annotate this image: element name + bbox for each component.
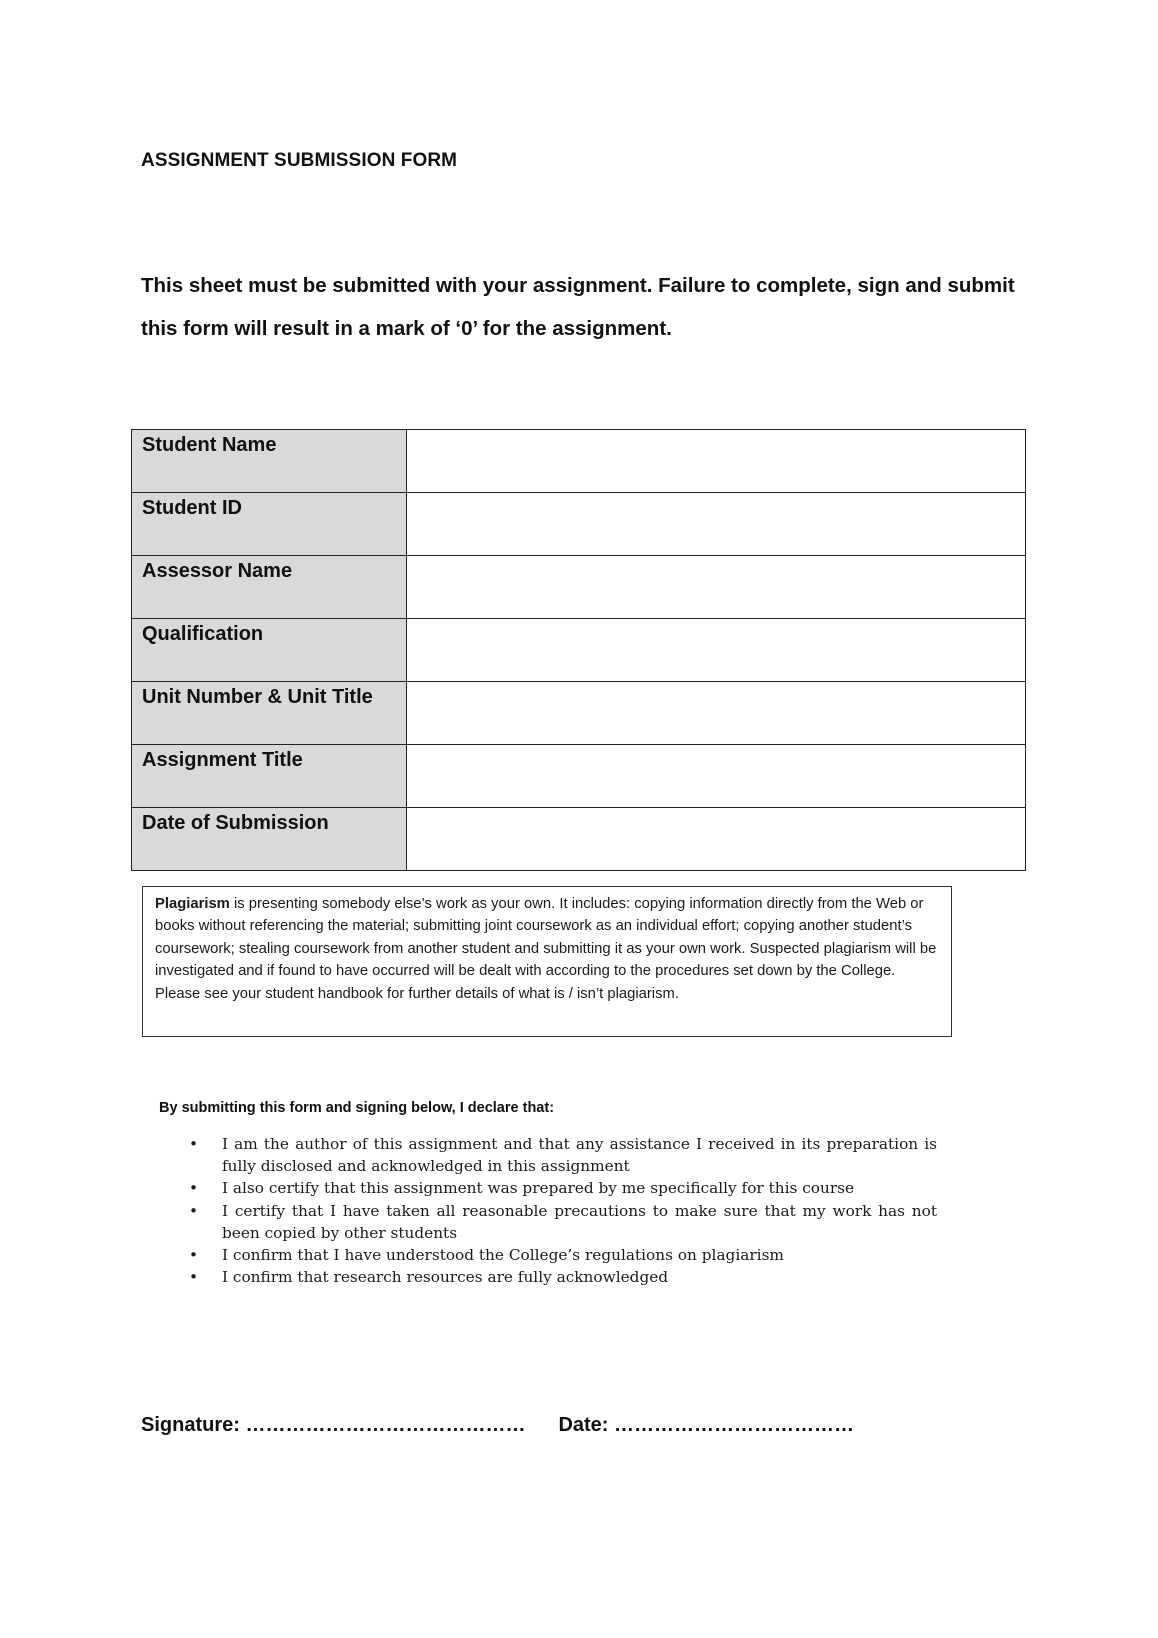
student-name-field[interactable]: [407, 430, 1026, 493]
list-item: [159, 1244, 937, 1266]
declaration-item-text: I confirm that research resources are fully acknowledged: [222, 1268, 669, 1287]
unit-number-title-label: Unit Number & Unit Title: [132, 682, 407, 745]
list-item: [159, 1266, 937, 1288]
signature-line: [141, 1414, 854, 1437]
declaration-heading: By submitting this form and signing below, I declare that:: [159, 1100, 555, 1116]
assignment-title-field[interactable]: [407, 745, 1026, 808]
date-of-submission-label: Date of Submission: [132, 808, 407, 871]
assessor-name-label: Assessor Name: [132, 556, 407, 619]
list-item: [159, 1133, 937, 1177]
unit-number-title-field[interactable]: [407, 682, 1026, 745]
table-row: [132, 493, 1026, 556]
table-row: [132, 556, 1026, 619]
plagiarism-text: is presenting somebody else’s work as your own. It includes: copying information directly from the Web or books without referencing the material; submitting joint coursework as an individual effort; copying another student’s coursework; stealing coursework from another student and submitting it as your own work. Suspected plagiarism will be investigated and if found to have occurred will be dealt with according to the procedures set down by the College. Please see your student handbook for further details of what is / isn’t plagiarism.: [155, 896, 937, 1002]
declaration-list: [159, 1133, 937, 1288]
table-row: [132, 619, 1026, 682]
date-field[interactable]: Date: ………………………………: [558, 1414, 855, 1436]
student-id-label: Student ID: [132, 493, 407, 556]
bullet-icon: •: [189, 1268, 199, 1287]
declaration-item-text: I am the author of this assignment and that any assistance I received in its preparation is fully disclosed and acknowledged in this assignment: [222, 1135, 937, 1176]
submission-warning: This sheet must be submitted with your assignment. Failure to complete, sign and submit this form will result in a mark of ‘0’ for the assignment.: [141, 274, 1015, 340]
list-item: [159, 1200, 937, 1244]
bullet-icon: •: [189, 1135, 199, 1153]
list-item: [159, 1177, 937, 1199]
plagiarism-term: Plagiarism: [155, 896, 230, 912]
student-info-table: [131, 429, 1026, 871]
declaration-item-text: I also certify that this assignment was prepared by me specifically for this course: [222, 1179, 855, 1198]
table-row: [132, 430, 1026, 493]
plagiarism-notice: [142, 886, 952, 1037]
table-row: [132, 682, 1026, 745]
table-row: [132, 808, 1026, 871]
qualification-label: Qualification: [132, 619, 407, 682]
signature-field[interactable]: Signature: ……………………………………: [141, 1414, 526, 1436]
student-name-label: Student Name: [132, 430, 407, 493]
declaration-item-text: I confirm that I have understood the College’s regulations on plagiarism: [222, 1246, 784, 1265]
page-title: ASSIGNMENT SUBMISSION FORM: [141, 150, 458, 171]
assignment-title-label: Assignment Title: [132, 745, 407, 808]
date-of-submission-field[interactable]: [407, 808, 1026, 871]
student-id-field[interactable]: [407, 493, 1026, 556]
bullet-icon: •: [189, 1179, 199, 1198]
declaration-item-text: I certify that I have taken all reasonable precautions to make sure that my work has not been copied by other students: [222, 1201, 937, 1242]
bullet-icon: •: [189, 1246, 199, 1265]
qualification-field[interactable]: [407, 619, 1026, 682]
bullet-icon: •: [189, 1201, 199, 1220]
table-row: [132, 745, 1026, 808]
assessor-name-field[interactable]: [407, 556, 1026, 619]
